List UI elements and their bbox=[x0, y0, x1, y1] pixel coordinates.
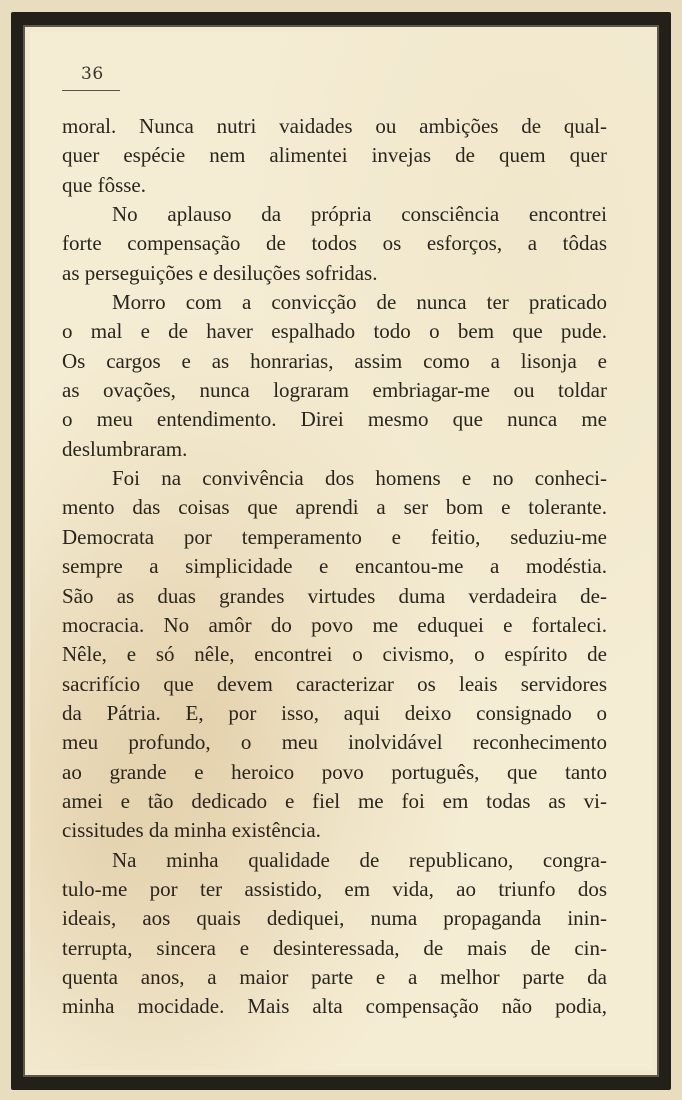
text-line: ao grande e heroico povo português, que tanto bbox=[62, 759, 607, 784]
text-line: forte compensação de todos os esforços, a tôdas bbox=[62, 231, 607, 256]
text-line: No aplauso da própria consciência encontrei bbox=[112, 202, 607, 227]
text-line: amei e tão dedicado e fiel me foi em todas as vi- bbox=[62, 788, 607, 813]
text-line: quer espécie nem alimentei invejas de quem quer bbox=[62, 143, 607, 168]
page-number-rule bbox=[62, 90, 120, 91]
text-line: minha mocidade. Mais alta compensação não podia, bbox=[62, 994, 607, 1019]
text-line: sempre a simplicidade e encantou-me a modéstia. bbox=[62, 554, 607, 579]
text-line: as ovações, nunca lograram embriagar-me ou toldar bbox=[62, 378, 607, 403]
text-line: sacrifício que devem caracterizar os leais servidores bbox=[62, 671, 607, 696]
text-line: ideais, aos quais dediquei, numa propaganda inin- bbox=[62, 906, 607, 931]
page-number: 36 bbox=[81, 64, 104, 84]
body-text bbox=[62, 112, 607, 1022]
text-line: Os cargos e as honrarias, assim como a lisonja e bbox=[62, 348, 607, 373]
text-line: quenta anos, a maior parte e a melhor parte da bbox=[62, 964, 607, 989]
text-line: as perseguições e desiluções sofridas. bbox=[62, 260, 378, 285]
text-line: São as duas grandes virtudes duma verdadeira de- bbox=[62, 583, 607, 608]
text-line: tulo-me por ter assistido, em vida, ao triunfo dos bbox=[62, 876, 607, 901]
text-line: cissitudes da minha existência. bbox=[62, 818, 321, 843]
text-line: Foi na convivência dos homens e no conheci- bbox=[112, 466, 607, 491]
text-line: Democrata por temperamento e feitio, seduziu-me bbox=[62, 524, 607, 549]
text-line: Morro com a convicção de nunca ter praticado bbox=[112, 290, 607, 315]
text-line: meu profundo, o meu inolvidável reconhecimento bbox=[62, 730, 607, 755]
text-line: deslumbraram. bbox=[62, 436, 188, 461]
text-line: terrupta, sincera e desinteressada, de mais de cin- bbox=[62, 935, 607, 960]
text-line: Na minha qualidade de republicano, congra- bbox=[112, 847, 607, 872]
text-line: mento das coisas que aprendi a ser bom e tolerante. bbox=[62, 495, 607, 520]
text-line: o mal e de haver espalhado todo o bem que pude. bbox=[62, 319, 607, 344]
text-line: moral. Nunca nutri vaidades ou ambições de qual- bbox=[62, 114, 607, 138]
text-line: da Pátria. E, por isso, aqui deixo consignado o bbox=[62, 700, 607, 725]
text-line: mocracia. No amôr do povo me eduquei e fortaleci. bbox=[62, 612, 607, 637]
text-line: Nêle, e só nêle, encontrei o civismo, o espírito de bbox=[62, 642, 607, 667]
text-line: que fôsse. bbox=[62, 172, 146, 197]
text-line: o meu entendimento. Direi mesmo que nunca me bbox=[62, 407, 607, 432]
